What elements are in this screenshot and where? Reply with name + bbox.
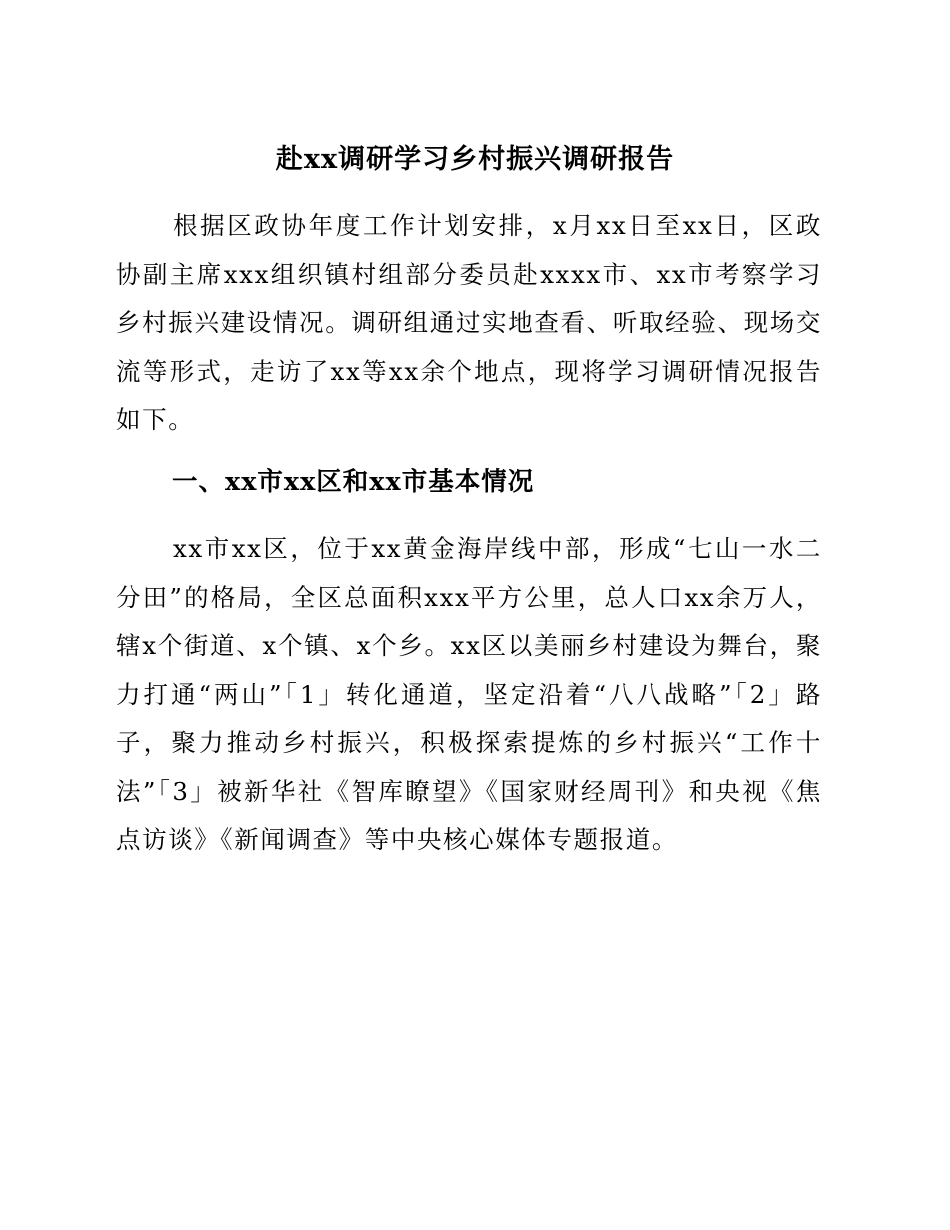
document-title: 赴xx调研学习乡村振兴调研报告 bbox=[275, 144, 675, 175]
section-heading: 一、xx市xx区和xx市基本情况 bbox=[172, 467, 535, 497]
intro-paragraph: 根据区政协年度工作计划安排，x月xx日至xx日，区政协副主席xxx组织镇村组部分委员赴xxxx市、xx市考察学习乡村振兴建设情况。调研组通过实地查看、听取经验、现场交流等形式，走访了xx等xx余个地点，现将学习调研情况报告如下。 bbox=[116, 211, 822, 434]
section-paragraph: xx市xx区，位于xx黄金海岸线中部，形成“七山一水二分田”的格局，全区总面积xxx平方公里，总人口xx余万人，辖x个街道、x个镇、x个乡。xx区以美丽乡村建设为舞台，聚力打通“两山”「1」转化通道，坚定沿着“八八战略”「2」路子，聚力推动乡村振兴，积极探索提炼的乡村振兴“工作十法”「3」被新华社《智库瞭望》《国家财经周刊》和央视《焦点访谈》《新闻调查》等中央核心媒体专题报道。 bbox=[116, 534, 822, 854]
